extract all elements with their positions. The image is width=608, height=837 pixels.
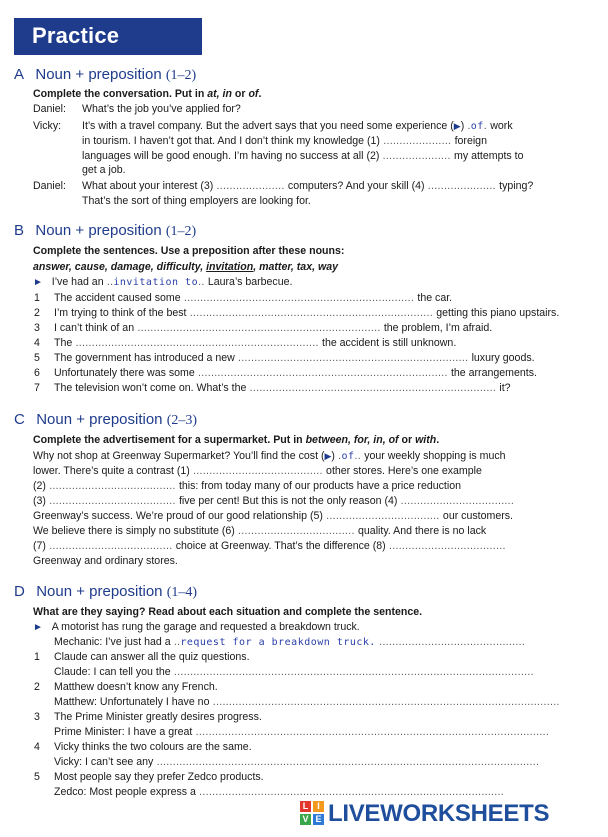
dialogue-line: What about your interest (3) ..................... computers? And your skill (4) ..................... typing? — [82, 180, 534, 192]
logo-box-i: I — [313, 801, 324, 812]
title-banner — [14, 18, 202, 55]
item-number: 4 — [34, 741, 40, 753]
section-b-heading: B Noun + preposition (1–2) — [14, 222, 197, 239]
item-number: 2 — [34, 681, 40, 693]
section-d-heading: D Noun + preposition (1–4) — [14, 583, 198, 600]
exercise-item[interactable]: The ........................................................................... the accident is still unknown. — [54, 337, 457, 349]
dialogue-line: It’s with a travel company. But the advert says that you need some experience (▶) .of. work — [82, 120, 513, 132]
logo-box-e: E — [313, 814, 324, 825]
speaker-label: Daniel: — [33, 103, 66, 115]
speaker-label: Daniel: — [33, 180, 66, 192]
logo-text: LIVEWORKSHEETS — [328, 800, 550, 827]
example-arrow-icon: ► — [33, 622, 43, 633]
dialogue-line: languages will be good enough. I’m having no success at all (2) ..................... my attempts to — [82, 150, 524, 162]
item-number: 1 — [34, 292, 40, 304]
situation-text: Most people say they prefer Zedco products. — [54, 771, 264, 783]
advert-line: Why not shop at Greenway Supermarket? You’ll find the cost (▶) .of.. your weekly shopping is much — [33, 450, 506, 462]
play-icon: ▶ — [324, 451, 332, 461]
speech-answer-line[interactable]: Zedco: Most people express a .............................................................................................. — [54, 786, 505, 798]
example-arrow-icon: ► — [33, 277, 43, 288]
item-number: 3 — [34, 711, 40, 723]
logo-box-l: L — [300, 801, 311, 812]
exercise-item[interactable]: The television won’t come on. What’s the ............................................................................ it? — [54, 382, 511, 394]
advert-line[interactable]: Greenway’s success. We’re proud of our good relationship (5) ................................... our customers. — [33, 510, 513, 522]
example-row: ► I’ve had an ..invitation to.. Laura’s barbecue. — [33, 276, 293, 288]
example-speech: Mechanic: I’ve just had a ..request for a breakdown truck. ............................................. — [54, 636, 526, 648]
situation-text: The Prime Minister greatly desires progress. — [54, 711, 262, 723]
exercise-item[interactable]: Unfortunately there was some ............................................................................. the arrangements. — [54, 367, 537, 379]
exercise-item[interactable]: The government has introduced a new ....................................................................... luxury goods. — [54, 352, 535, 364]
section-c-instruction: Complete the advertisement for a supermarket. Put in between, for, in, of or with. — [33, 434, 440, 446]
speech-answer-line[interactable]: Claude: I can tell you the ............................................................................................................... — [54, 666, 534, 678]
item-number: 2 — [34, 307, 40, 319]
speech-answer-line[interactable]: Matthew: Unfortunately I have no ........................................................................................................... — [54, 696, 560, 708]
speaker-label: Vicky: — [33, 120, 62, 132]
item-number: 7 — [34, 382, 40, 394]
dialogue-line: get a job. — [82, 164, 126, 176]
speech-answer-line[interactable]: Prime Minister: I have a great ............................................................................................................. — [54, 726, 550, 738]
section-d-instruction: What are they saying? Read about each situation and complete the sentence. — [33, 606, 423, 618]
section-c-heading: C Noun + preposition (2–3) — [14, 411, 198, 428]
exercise-item[interactable]: The accident caused some ....................................................................... the car. — [54, 292, 453, 304]
advert-line[interactable]: (3) ....................................... five per cent! But this is not the only reason (4) ................................... — [33, 495, 515, 507]
example-answer: request for a breakdown truck. — [180, 637, 376, 648]
advert-line[interactable]: (2) ....................................... this: from today many of our products have a price reduction — [33, 480, 461, 492]
play-icon: ▶ — [453, 121, 461, 131]
speech-answer-line[interactable]: Vicky: I can’t see any ...................................................................................................................... — [54, 756, 540, 768]
example-answer: invitation to — [113, 277, 199, 288]
example-answer: of — [341, 451, 355, 462]
advert-line[interactable]: lower. There’s quite a contrast (1) ........................................ other stores. Here’s one example — [33, 465, 482, 477]
dialogue-line: in tourism. I haven’t got that. And I don’t think my knowledge (1) ..................... foreign — [82, 135, 487, 147]
example-situation: ► A motorist has rung the garage and requested a breakdown truck. — [33, 621, 360, 633]
noun-list: answer, cause, damage, difficulty, invitation, matter, tax, way — [33, 261, 338, 273]
page-title: Practice — [32, 23, 120, 48]
advert-line[interactable]: We believe there is simply no substitute (6) .................................... quality. And there is no lack — [33, 525, 487, 537]
section-a-instruction: Complete the conversation. Put in at, in or of. — [33, 88, 262, 100]
logo-box-v: V — [300, 814, 311, 825]
item-number: 3 — [34, 322, 40, 334]
dialogue-line: What’s the job you’ve applied for? — [82, 103, 241, 115]
dialogue-line: That’s the sort of thing employers are looking for. — [82, 195, 311, 207]
example-answer: of — [470, 121, 484, 132]
situation-text: Claude can answer all the quiz questions. — [54, 651, 250, 663]
item-number: 6 — [34, 367, 40, 379]
exercise-item[interactable]: I can’t think of an ........................................................................... the problem, I’m afraid. — [54, 322, 493, 334]
item-number: 4 — [34, 337, 40, 349]
situation-text: Vicky thinks the two colours are the same. — [54, 741, 252, 753]
situation-text: Matthew doesn’t know any French. — [54, 681, 218, 693]
item-number: 5 — [34, 352, 40, 364]
section-a-heading: A Noun + preposition (1–2) — [14, 66, 197, 83]
item-number: 1 — [34, 651, 40, 663]
advert-line: Greenway and ordinary stores. — [33, 555, 178, 567]
item-number: 5 — [34, 771, 40, 783]
advert-line[interactable]: (7) ...................................... choice at Greenway. That’s the difference (8) .................................... — [33, 540, 506, 552]
section-b-instruction: Complete the sentences. Use a preposition after these nouns: — [33, 245, 345, 257]
exercise-item[interactable]: I’m trying to think of the best ........................................................................... getting this piano upstairs. — [54, 307, 560, 319]
